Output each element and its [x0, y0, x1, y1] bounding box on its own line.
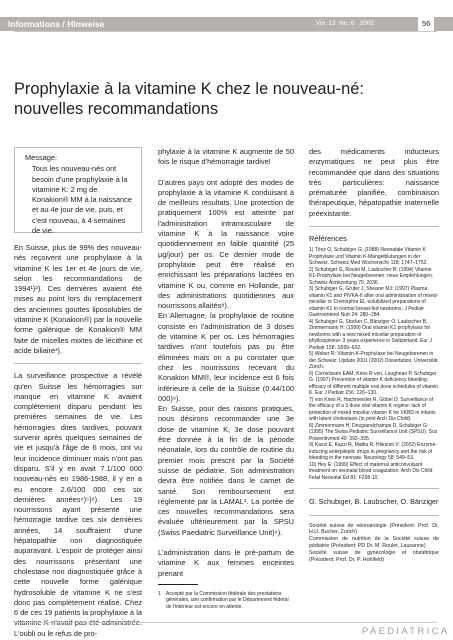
footnote-rule — [158, 584, 198, 585]
col1-divider — [14, 363, 142, 364]
message-box — [14, 147, 142, 236]
reference-list — [309, 247, 439, 481]
col1-paragraph-1: En Suisse, plus de 99% des nouveau-nés reçoivent une prophylaxie à la vitamine K les 1er et 4e jours de vie, selon les recommandations de 1994¹)²). Ces dernières avaient été mises au point lors du remplacement des anciennes gouttes liposolubles de vitamine K (Konakion®) par la nouvelle forme galénique de Konakion® MM faite de micelles mixtes de lécithine et acide biliaire³). — [14, 243, 142, 355]
header-number: No. 6 — [339, 20, 355, 27]
authors: G. Schubiger, B. Laubscher, O. Bänziger — [309, 497, 439, 507]
column-1 — [14, 147, 142, 639]
message-label: Message: — [25, 153, 58, 162]
page-number: 56 — [418, 17, 434, 31]
col2-paragraph-3: En Allemagne, la prophylaxie de routine consiste en l'administration de 3 doses de vitamine K per os. Les hémorragies tardives n'ont toutefois pas pu être éliminées mais on a pu constater que chez les nourrissons recevant du Konakion MM®, leur incidence est 6 fois inférieure à celle de la Suisse (0.44/100 000)⁹). — [158, 311, 294, 403]
col2-paragraph-2: D'autres pays ont adopté des modes de prophylaxie à la vitamine K conduisant à de meilleurs résultats. Une protection de pratiquement 100% est atteinte par l'administration intramusculaire de vitamine K à la naissance voire quotidiennement en faible quantité (25 µg/jour) per os. Ce dernier mode de prophylaxie peut être réalisé en enrichissant les préparations lactées en vitamine K ou, comme en Hollande, par des administrations quotidiennes aux nourrissons allaités⁸). — [158, 177, 294, 311]
col3-divider-1 — [309, 226, 439, 227]
col3-divider-2 — [309, 488, 439, 489]
references-heading: Références — [309, 234, 347, 244]
title-line-2: nouvelles recommandations — [14, 100, 219, 118]
footnote: 1 Accepté par la Commission fédérale des prestations générales, une confirmation par le Département fédéral de l'intérieur est encore en attente. — [158, 591, 294, 610]
col1-paragraph-2: La surveillance prospective a révélé qu'en Suisse les hémorragies sur manque en vitamine K avaient complètement disparu pendant les premières semaines de vie. Les hémorragies dites tardives, pouvant survenir après quelques semaines de vie et jusqu'à l'âge de 6 mois, ont vu leur incidence diminuer mais n'ont pas disparu. S'il y en avait 7.1/100 000 nouveau-nés en 1986-1988, il y en a eu encore 2.6/100 000 ces six dernières années⁴)⁵)⁶). Les 19 nourrissons ayant présenté une hémorragie tardive ces six dernières années, 14 souffraient d'une hépatopathie non diagnostiquée auparavant. L'espoir de protéger ainsi des nourrissons présentant une cholestase non diagnostiquée grâce à cette nouvelle forme galénique hydrosoluble de vitamine K ne s'est donc pas complètement réalisé. Chez 6 de ces 19 patients la prophylaxie à la L'oubli ou le refus de pro- — [14, 371, 142, 638]
col2-paragraph-5: L'administration dans le pré-partum de vitamine K aux femmes enceintes prenant — [158, 547, 294, 578]
reference-item: 9) Kazzi E, Kazzi R, Mattia R, Hilesum V: (2002) Enzyme-inducing antiepileptic drugs in pregnancy and the risk of bleeding in the neonate. Neurology 58: 549–53. — [309, 442, 437, 462]
reference-item: 6) Cornelissen EAM, Kries R von, Loughnan P, Schubiger G: (1997) Prevention of vitamin K deficiency bleeding: efficacy of different multiple oral dose schedules of vitamin K. Eur J Pediatr 156: 126–130. — [309, 370, 439, 397]
title-line-1: Prophylaxie à la vitamine K chez le nouveau-né: — [14, 80, 364, 98]
header-issue-info — [316, 17, 374, 31]
reference-item: 7) von Kries R, Hachmeister R, Göbel D: Surveillance of the efficacy of a 3 dose oral vitamin K regime: lack of protection of mixed micellar vitamin K for VKBD in infants with latent cholestasis (in print Arch Dis Child). — [309, 396, 436, 423]
footer-rule — [14, 622, 437, 623]
column-2 — [158, 147, 294, 610]
header-year: 2002 — [359, 20, 374, 27]
header-section-title: Informations / Hinweise — [8, 19, 105, 29]
affiliation: Commission de nutrition de la Société suisse de pédiatrie (Président: PD Dr. M. Roulet, Lausanne) — [309, 536, 439, 550]
col2-paragraph-4: En Suisse, pour des raisons pratiques, nous désirons recommander une 3e dose de vitamine K, 3e dose pouvant être donnée à la fin de la période néonatale, lors du contrôle de routine du premier mois prescrit par la Société suisse de pédiatrie. Son administration devra être notifiée dans le carnet de santé. Son remboursement est réglementé par la LAMAL¹. La portée de ces nouvelles recommandations sera évaluée ultérieurement par la SPSU (Swiss Paediatric Surveillance Unit)⁶). — [158, 404, 294, 537]
journal-brand: PAEDIATRICA — [362, 625, 450, 636]
col3-divider-3 — [309, 515, 439, 516]
affiliation: Société suisse de néonatologie (Président: Prof. Dr. H.U. Bucher, Zurich) — [309, 522, 439, 536]
header-rule — [14, 31, 437, 32]
column-3 — [309, 147, 439, 563]
reference-item: 4) Schubiger G, Stocker C, Bänziger O, Laubscher B, Zimmermann H: (1999) Oral vitamin K1 prophylaxis for newborns with a new mixed micellar preparation of phylloquinone: 3 years experience in Switzerland. Eur J Pediatr 158: S599–602. — [309, 318, 432, 351]
col3-paragraph-1: des médicaments inducteurs enzymatiques ne peut plus être recommandée que dans des situations très particulières: naissance prématurée planifiée, combinaison thérapeutique, hépatopathie maternelle préexistante. — [309, 147, 439, 218]
article-title — [14, 79, 439, 119]
affiliation: Société suisse de gynécologie et obstétrique (Président: Prof. Dr. P. Hohlfeld) — [309, 549, 439, 563]
header-volume: Vol. 13 — [316, 20, 336, 27]
reference-item: 3) Schubiger G, Grüter J, Shearer MJ: (1997) Plasma vitamin K1 and PIVKA-II after oral administration of mixed-micellar or Cremophor EL-solubilized preparations of vitamin K1 to normal breast-fed newborns. J Pediatr Gastroenterol Nutr 24: 280–284. — [309, 286, 439, 319]
col2-paragraph-1: phylaxie à la vitamine K augmente de 50 fois le risque d'hémorragie tardive! — [158, 147, 294, 167]
message-text: Tous les nouveau-nés ont besoin d'une prophylaxie à la vitamine K: 2 mg de Konakion® MM à la naissance et au 4e jour de vie, puis, et c'est nouveau, à 4 semaines de vie. — [32, 164, 132, 236]
reference-item: 2) Schubiger G, Roulet M, Laubscher B: (1994) Vitamin K1-Prophylaxe bei Neugeborenen: neue Empfehlungen. Schweiz Ärztezeitung 75: 2036. — [309, 266, 434, 286]
reference-item: 8) Zimmermann H, Desgrandchamps D, Schubiger G: (1995) The Swiss Pediatric Surveillance Unit (SPSU). Soz Präventivmed 40: 392–395. — [309, 422, 438, 442]
footnote-text: Accepté par la Commission fédérale des prestations générales, une confirmation par le Département fédéral de l'intérieur est encore en attente. — [166, 590, 289, 610]
reference-item: 5) Weber R: Vitamin-K-Prophylaxe bei Neugeborenen in der Schweiz: Update 2001 (2002) Dissertation, Universität Zürich. — [309, 351, 438, 371]
reference-item: 10) Hey E: (1999) Effect of maternal anticonvulsant treatment on neonatal blood coagulation. Arch Dis Child Fetal Neonatal Ed 81: F208-10. — [309, 461, 433, 481]
page-header — [0, 0, 453, 31]
reference-item: 1) Tönz O, Schubiger G: (1988) Neonatale Vitamin K Prophylaxe und Vitamin K-Mangelblutungen in der Schweiz. Schweiz Med Wochenschr 118: 1747–1752. — [309, 247, 428, 267]
